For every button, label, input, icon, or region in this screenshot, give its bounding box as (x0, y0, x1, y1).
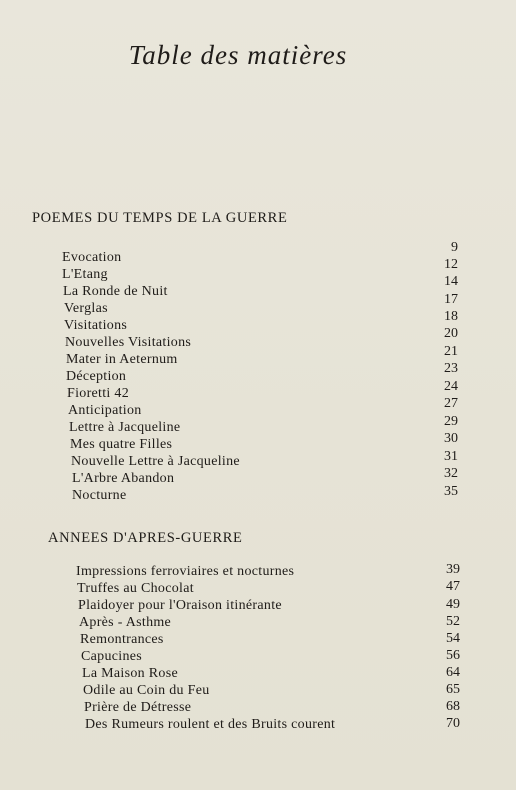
toc-entry-page: 30 (444, 431, 458, 446)
toc-entry-title: La Ronde de Nuit (63, 284, 168, 299)
toc-entry-title: Odile au Coin du Feu (83, 683, 210, 698)
toc-entry-title: Verglas (64, 301, 108, 316)
toc-entry-title: Truffes au Chocolat (77, 581, 194, 596)
toc-entry-page: 47 (446, 579, 460, 594)
toc-entry-page: 35 (444, 484, 458, 499)
toc-entry-page: 20 (444, 326, 458, 341)
toc-entry-title: Fioretti 42 (67, 386, 130, 401)
toc-entry-title: Plaidoyer pour l'Oraison itinérante (78, 598, 282, 613)
toc-entry-title: Evocation (62, 250, 122, 265)
toc-entry-title: Mater in Aeternum (66, 352, 178, 367)
toc-entry-page: 32 (444, 466, 458, 481)
toc-entry-page: 31 (444, 449, 458, 464)
toc-entry-page: 39 (446, 562, 460, 577)
toc-entry-page: 65 (446, 682, 460, 697)
toc-entry-title: Des Rumeurs roulent et des Bruits courent (85, 717, 336, 732)
toc-entry-title: Prière de Détresse (84, 700, 192, 715)
toc-entry-page: 54 (446, 631, 460, 646)
toc-entry-title: Visitations (64, 318, 128, 333)
toc-entry-page: 64 (446, 665, 460, 680)
toc-entry-title: Anticipation (68, 403, 142, 418)
toc-entry-title: Déception (66, 369, 127, 384)
toc-entry-page: 49 (446, 597, 460, 612)
toc-entry-page: 9 (451, 240, 458, 255)
toc-entry-title: L'Arbre Abandon (72, 471, 175, 486)
toc-entry-page: 24 (444, 379, 458, 394)
toc-entry-page: 56 (446, 648, 460, 663)
page-title: Table des matières (128, 40, 348, 70)
toc-entry-title: Impressions ferroviaires et nocturnes (76, 564, 295, 579)
toc-entry-page: 29 (444, 414, 458, 429)
toc-entry-title: Après - Asthme (79, 615, 172, 630)
toc-entry-title: Nouvelle Lettre à Jacqueline (71, 454, 240, 469)
toc-entry-title: Remontrances (80, 632, 164, 647)
toc-entry-title: Mes quatre Filles (70, 437, 173, 452)
toc-entry-page: 68 (446, 699, 460, 714)
toc-entry-title: Nocturne (72, 488, 127, 503)
toc-entry-title: Capucines (81, 649, 143, 664)
toc-entry-title: Nouvelles Visitations (65, 335, 192, 350)
toc-entry-page: 70 (446, 716, 460, 731)
toc-entry-page: 18 (444, 309, 458, 324)
toc-entry-page: 52 (446, 614, 460, 629)
section-heading: ANNEES D'APRES-GUERRE (48, 530, 243, 546)
toc-entry-page: 23 (444, 361, 458, 376)
toc-entry-page: 14 (444, 274, 458, 289)
toc-entry-title: Lettre à Jacqueline (69, 420, 181, 435)
toc-entry-page: 27 (444, 396, 458, 411)
toc-entry-page: 12 (444, 257, 458, 272)
toc-entry-page: 17 (444, 292, 458, 307)
toc-entry-title: La Maison Rose (82, 666, 178, 681)
toc-entry-page: 21 (444, 344, 458, 359)
section-heading: POEMES DU TEMPS DE LA GUERRE (32, 210, 288, 226)
toc-entry-title: L'Etang (62, 267, 108, 282)
